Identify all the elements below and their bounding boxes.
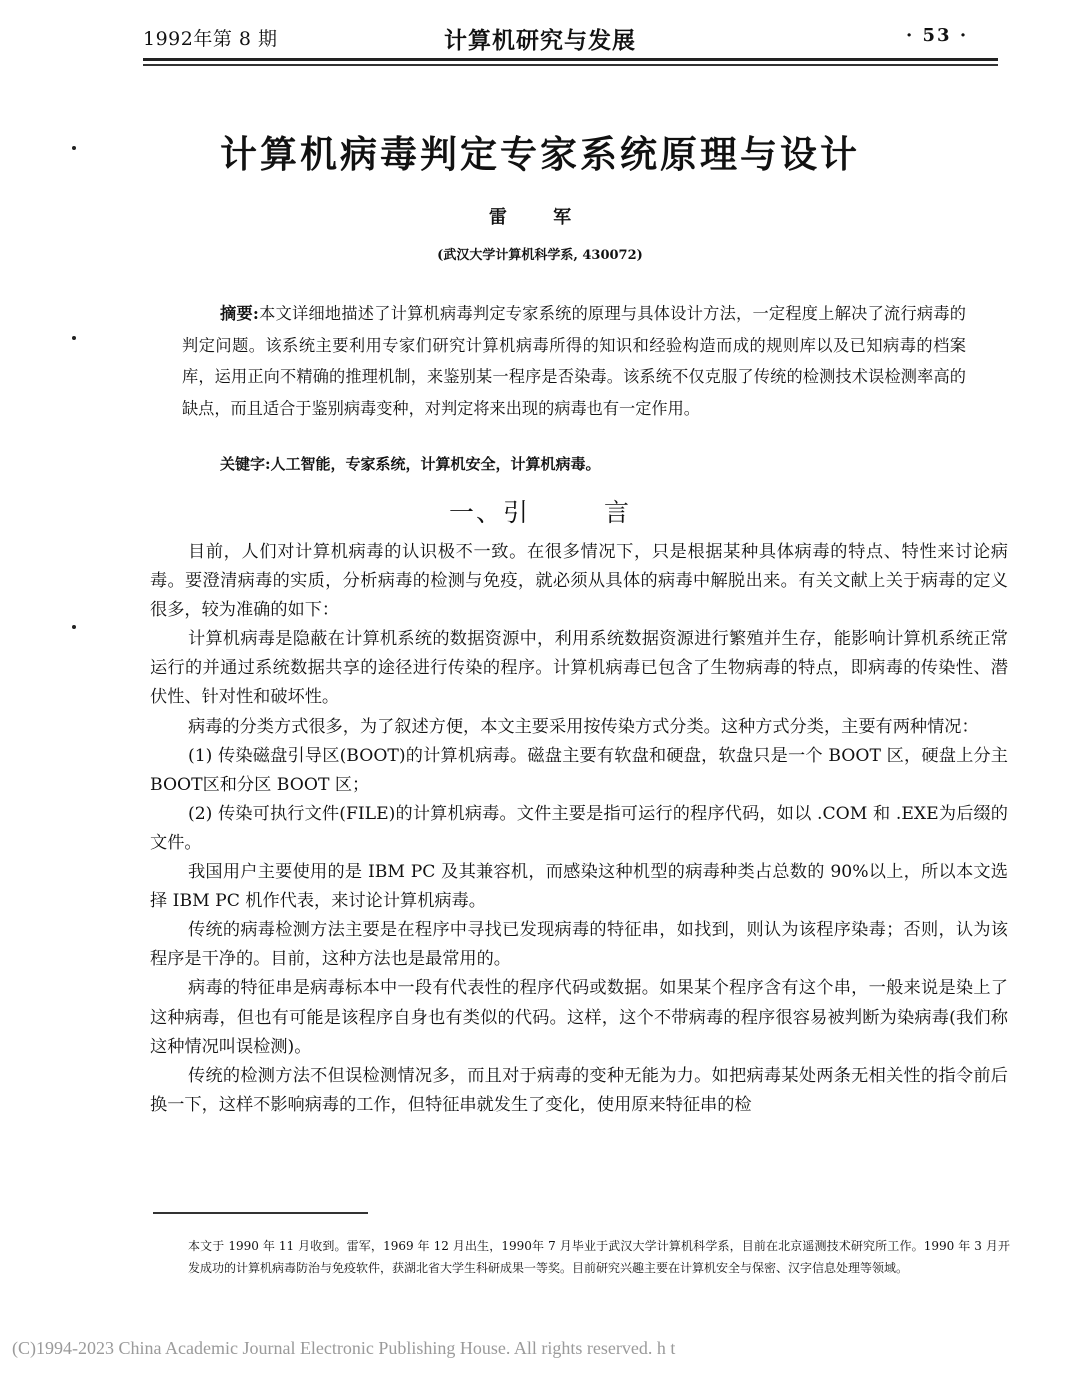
- page-number: · 53 ·: [906, 25, 969, 46]
- scan-speck: [72, 336, 76, 340]
- abstract: [182, 298, 966, 424]
- paragraph: 病毒的分类方式很多，为了叙述方便，本文主要采用按传染方式分类。这种方式分类，主要有两种情况：: [188, 716, 979, 737]
- author-name: 雷 军: [488, 207, 592, 228]
- paragraph: 计算机病毒是隐蔽在计算机系统的数据资源中，利用系统数据资源进行繁殖并生存，能影响计算机系统正常运行的并通过系统数据共享的途径进行传染的程序。计算机病毒已包含了生物病毒的特点，即病毒的传染性、潜伏性、针对性和破坏性。: [150, 629, 1008, 708]
- section-heading-left: 一、引: [448, 498, 530, 527]
- keywords-label: 关键字:: [220, 455, 271, 473]
- footnote: 本文于 1990 年 11 月收到。雷军，1969 年 12 月出生，1990年 7 月毕业于武汉大学计算机科学系，目前在北京遥测技术研究所工作。1990 年 3 月开发成功的计算机病毒防治与免疫软件，获湖北省大学生科研成果一等奖。目前研究兴趣主要在计算机安全与保密、汉字信息处理等领域。: [188, 1239, 1010, 1275]
- journal-name: 计算机研究与发展: [444, 27, 636, 54]
- paragraph: 传统的检测方法不但误检测情况多，而且对于病毒的变种无能为力。如把病毒某处两条无相关性的指令前后换一下，这样不影响病毒的工作，但特征串就发生了变化，使用原来特征串的检: [150, 1065, 1008, 1115]
- author-affiliation: (武汉大学计算机科学系, 430072): [437, 248, 643, 263]
- keywords: [220, 453, 601, 474]
- paragraph: 目前，人们对计算机病毒的认识极不一致。在很多情况下，只是根据某种具体病毒的特点、特性来讨论病毒。要澄清病毒的实质，分析病毒的检测与免疫，就必须从具体的病毒中解脱出来。有关文献上关于病毒的定义很多，较为准确的如下：: [150, 542, 1008, 621]
- section-heading: [0, 493, 1080, 529]
- abstract-text: 本文详细地描述了计算机病毒判定专家系统的原理与具体设计方法，一定程度上解决了流行病毒的判定问题。该系统主要利用专家们研究计算机病毒所得的知识和经验构造而成的规则库以及已知病毒的档案库，运用正向不精确的推理机制，来鉴别某一程序是否染毒。该系统不仅克服了传统的检测技术误检测率高的缺点，而且适合于鉴别病毒变种，对判定将来出现的病毒也有一定作用。: [182, 304, 966, 418]
- section-body: [150, 538, 1008, 1120]
- paragraph: (2) 传染可执行文件(FILE)的计算机病毒。文件主要是指可运行的程序代码，如以 .COM 和 .EXE为后缀的文件。: [150, 803, 1008, 853]
- paragraph: 病毒的特征串是病毒标本中一段有代表性的程序代码或数据。如果某个程序含有这个串，一般来说是染上了这种病毒，但也有可能是该程序自身也有类似的代码。这样，这个不带病毒的程序很容易被判断为染病毒(我们称这种情况叫误检测)。: [150, 978, 1008, 1057]
- footnote-rule: [153, 1212, 368, 1214]
- paragraph: 传统的病毒检测方法主要是在程序中寻找已发现病毒的特征串，如找到，则认为该程序染毒；否则，认为该程序是干净的。目前，这种方法也是最常用的。: [150, 920, 1008, 970]
- abstract-label: 摘要:: [220, 304, 259, 323]
- paragraph: (1) 传染磁盘引导区(BOOT)的计算机病毒。磁盘主要有软盘和硬盘，软盘只是一个 BOOT 区，硬盘上分主 BOOT区和分区 BOOT 区；: [150, 745, 1008, 795]
- header-rule-thin: [143, 64, 998, 66]
- issue-label: 1992年第 8 期: [143, 28, 278, 50]
- copyright-watermark: (C)1994-2023 China Academic Journal Electronic Publishing House. All rights reserved. h t: [12, 1338, 676, 1358]
- header-rule-thick: [143, 58, 998, 61]
- scan-speck: [72, 625, 76, 629]
- section-heading-right: 言: [604, 498, 632, 527]
- article-title: 计算机病毒判定专家系统原理与设计: [220, 132, 860, 176]
- keywords-text: 人工智能，专家系统，计算机安全，计算机病毒。: [270, 455, 601, 473]
- paragraph: 我国用户主要使用的是 IBM PC 及其兼容机，而感染这种机型的病毒种类占总数的 90%以上，所以本文选择 IBM PC 机作代表，来讨论计算机病毒。: [150, 862, 1008, 912]
